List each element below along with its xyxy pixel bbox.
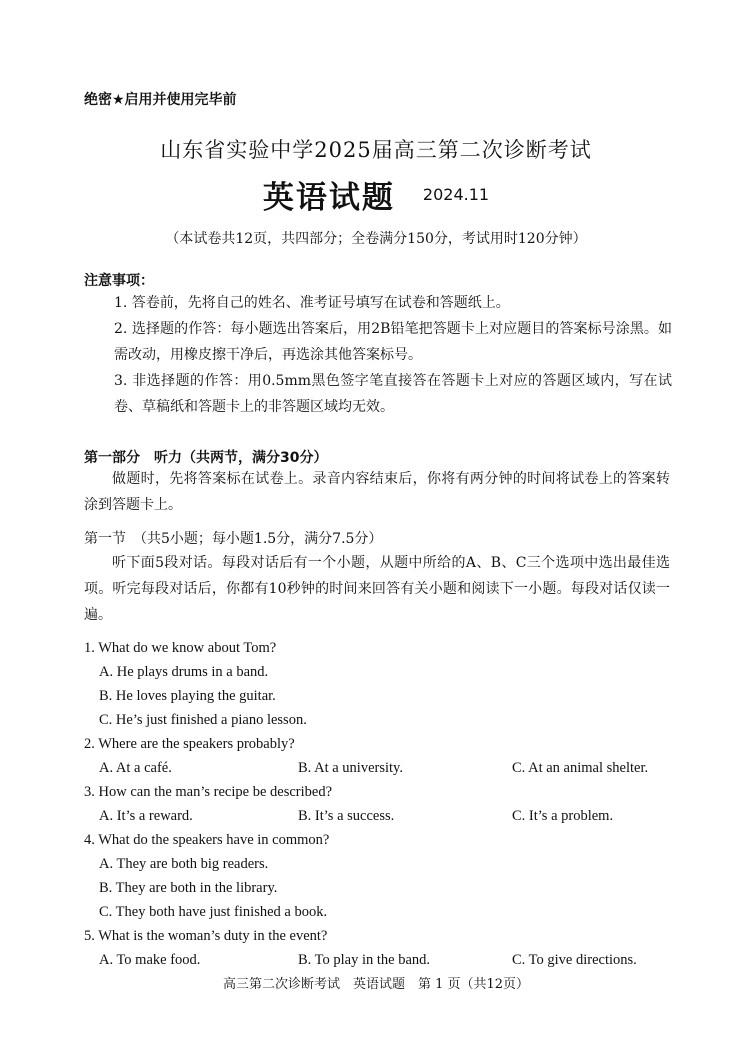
question-option: A. They are both big readers. [99,856,269,872]
question-stem: 2. Where are the speakers probably? [84,736,295,752]
question-option: B. It’s a success. [298,808,395,824]
exam-date: 2024.11 [422,185,490,204]
question-option: A. At a café. [99,760,172,776]
question-option: C. They both have just finished a book. [99,904,328,920]
paper-info: （本试卷共12页，共四部分；全卷满分150分，考试用时120分钟） [165,231,587,247]
question-option: C. At an animal shelter. [512,760,649,776]
confidential-label: 绝密★启用并使用完毕前 [84,92,237,108]
question-option: B. At a university. [298,760,403,776]
notice-item: 1. 答卷前，先将自己的姓名、准考证号填写在试卷和答题纸上。 [114,295,510,311]
question-stem: 4. What do the speakers have in common? [84,832,330,848]
question-option: B. He loves playing the guitar. [99,688,276,704]
part-intro: 做题时，先将答案标在试卷上。录音内容结束后，你将有两分钟的时间将试卷上的答案转涂到答题卡上。 [84,471,670,513]
question-option: A. To make food. [99,952,201,968]
question-option: B. To play in the band. [298,952,431,968]
notice-title: 注意事项： [84,273,154,289]
subject-title: 英语试题 [262,180,395,216]
exam-title: 山东省实验中学2025届高三第二次诊断考试 [160,138,592,162]
question-option: C. He’s just finished a piano lesson. [99,712,307,728]
question-option: A. It’s a reward. [99,808,193,824]
section-title: 第一节 （共5小题；每小题1.5分，满分7.5分） [84,531,383,547]
section-intro: 听下面5段对话。每段对话后有一个小题，从题中所给的A、B、C三个选项中选出最佳选项。听完每段对话后，你都有10秒钟的时间来回答有关小题和阅读下一小题。每段对话仅读一遍。 [84,555,670,623]
subject-line [0,172,752,217]
question-option: A. He plays drums in a band. [99,664,269,680]
question-option: B. They are both in the library. [99,880,278,896]
question-stem: 5. What is the woman’s duty in the event? [84,928,328,944]
question-stem: 3. How can the man’s recipe be described? [84,784,333,800]
question-stem: 1. What do we know about Tom? [84,640,277,656]
notice-item: 3. 非选择题的作答：用0.5mm黑色签字笔直接答在答题卡上对应的答题区域内，写在试卷、草稿纸和答题卡上的非答题区域均无效。 [114,373,672,415]
page-footer: 高三第二次诊断考试 英语试题 第 1 页（共12页） [222,977,530,992]
question-option: C. To give directions. [512,952,637,968]
part-title: 第一部分 听力（共两节，满分30分） [84,450,328,466]
notice-item: 2. 选择题的作答：每小题选出答案后，用2B铅笔把答题卡上对应题目的答案标号涂黑。如需改动，用橡皮擦干净后，再选涂其他答案标号。 [114,321,672,363]
question-option: C. It’s a problem. [512,808,614,824]
